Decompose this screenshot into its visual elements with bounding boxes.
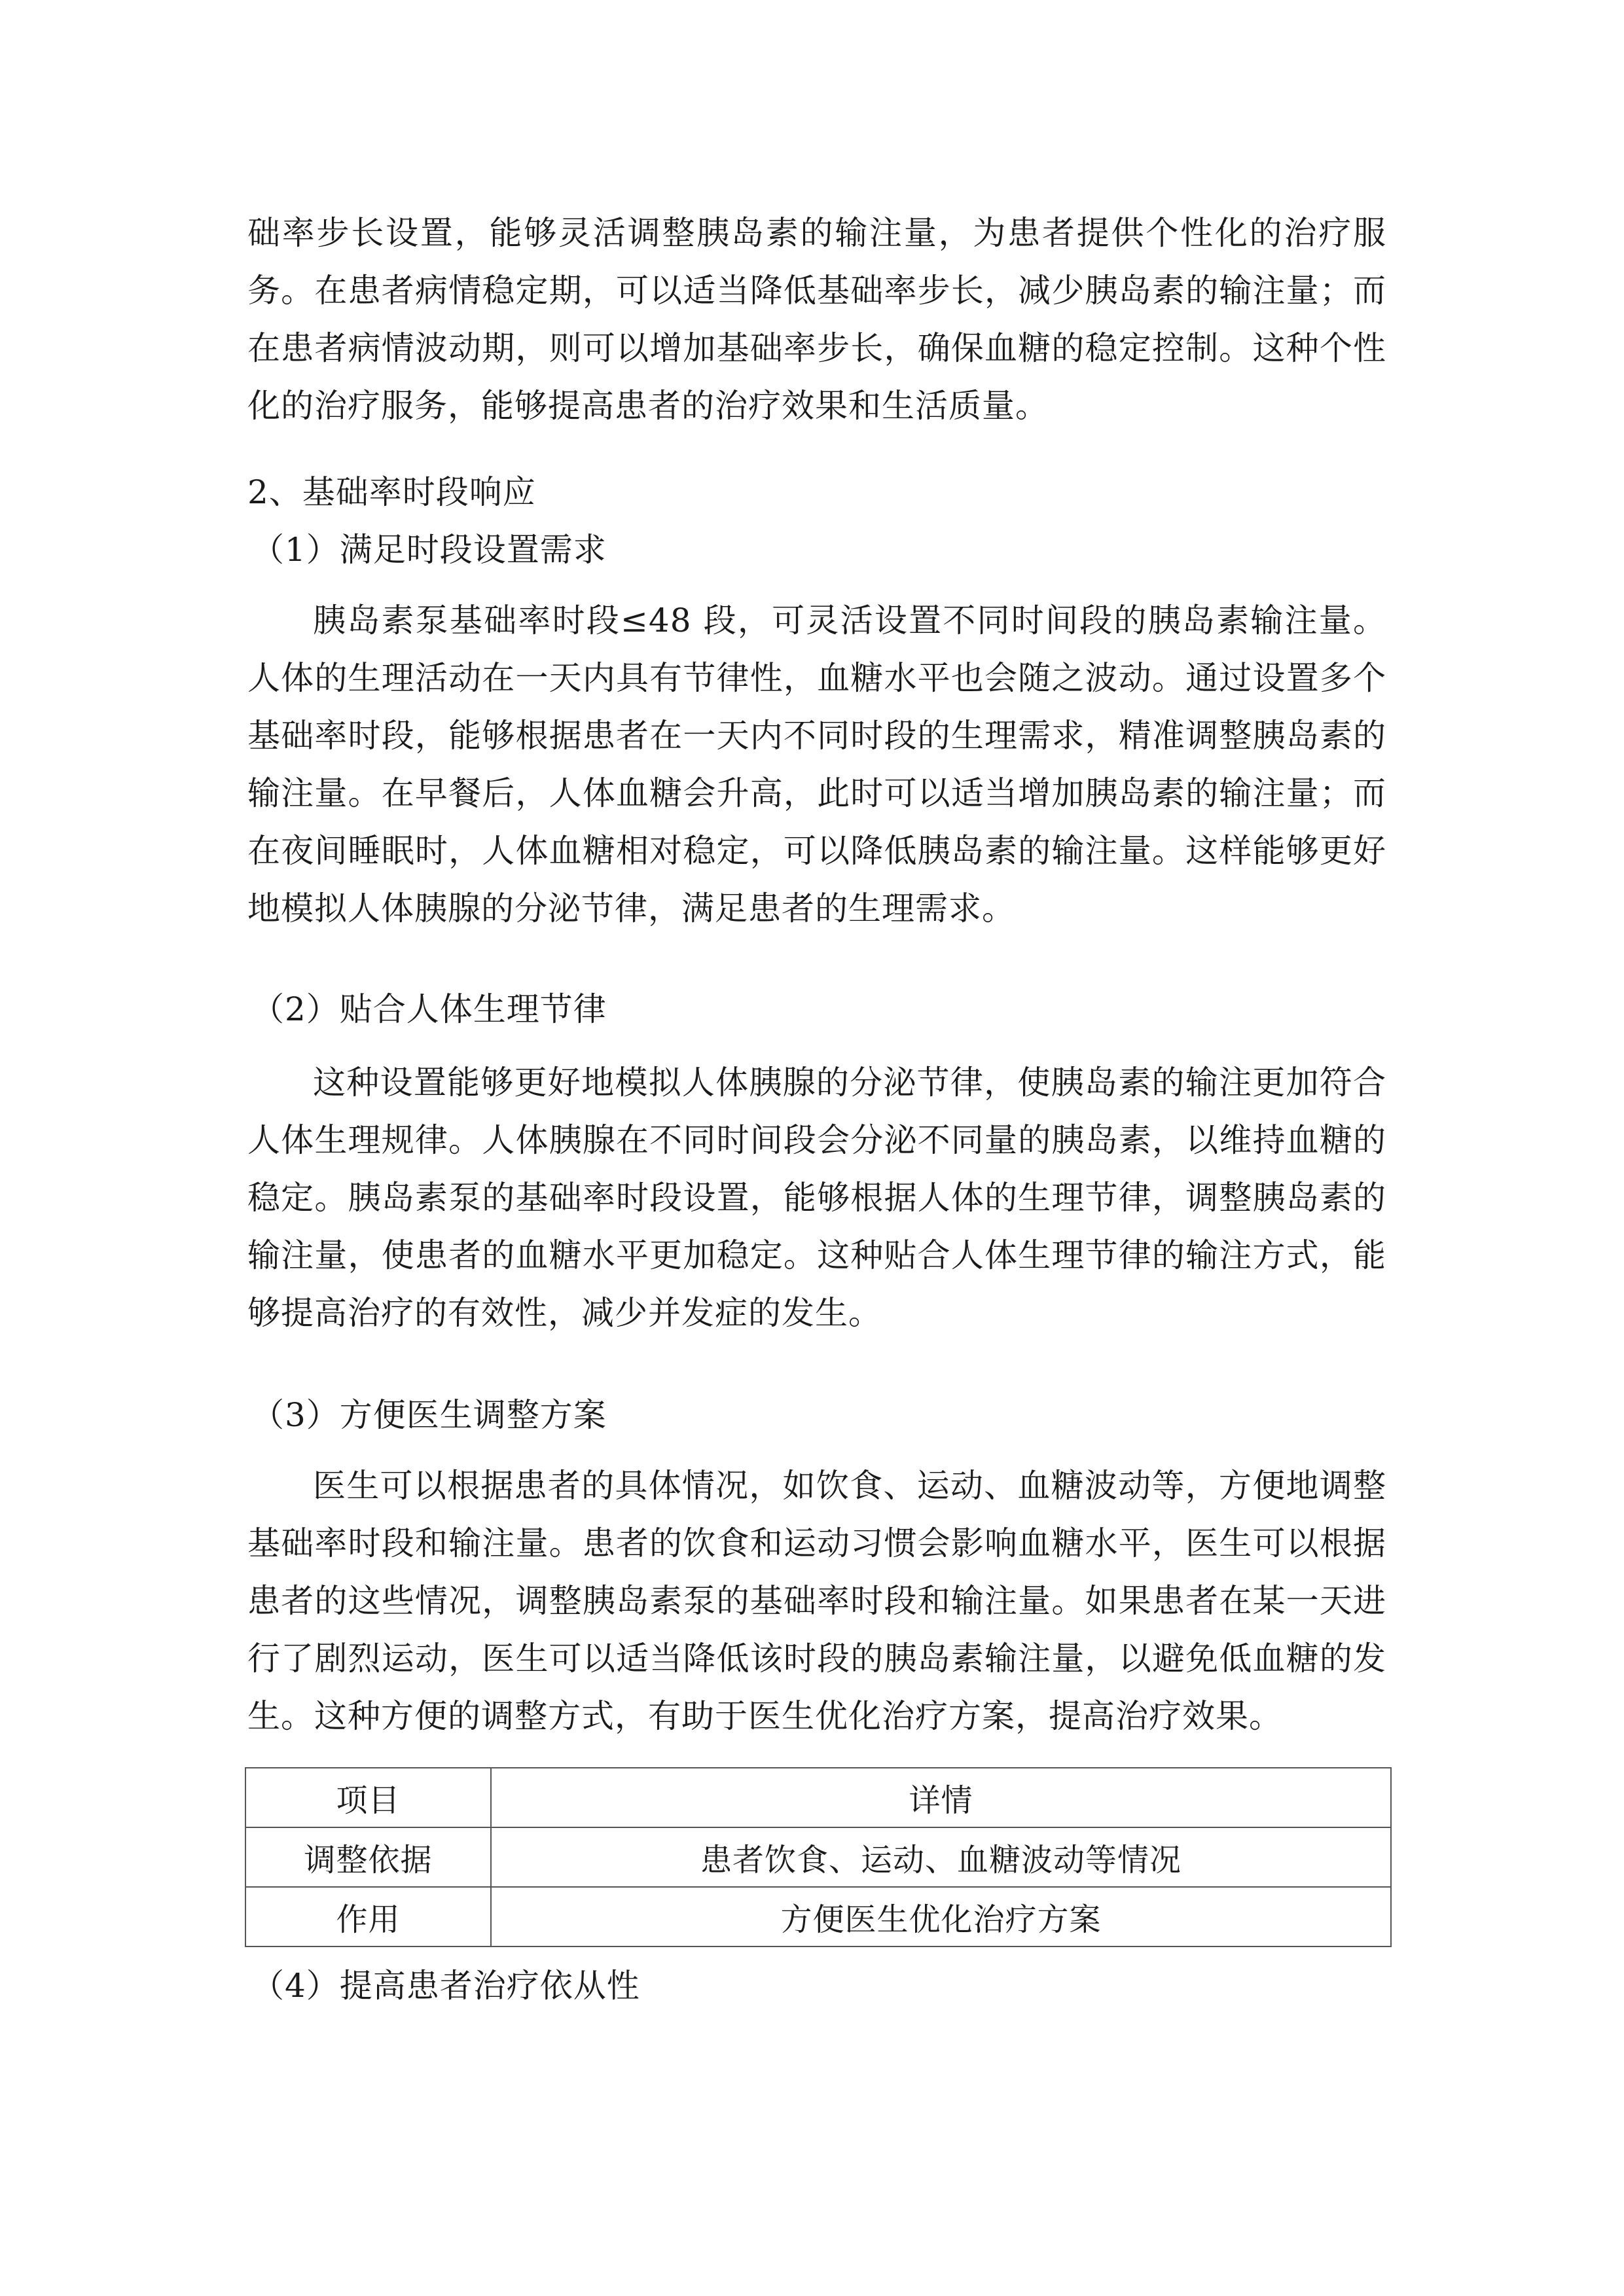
table-row	[245, 1827, 1391, 1887]
table-header-row	[245, 1768, 1391, 1827]
table-header-cell: 详情	[491, 1768, 1391, 1827]
paragraph-period-setting: 胰岛素泵基础率时段≤48 段，可灵活设置不同时间段的胰岛素输注量。人体的生理活动在一天内具有节律性，血糖水平也会随之波动。通过设置多个基础率时段，能够根据患者在一天内不同时段的生理需求，精准调整胰岛素的输注量。在早餐后，人体血糖会升高，此时可以适当增加胰岛素的输注量；而在夜间睡眠时，人体血糖相对稳定，可以降低胰岛素的输注量。这样能够更好地模拟人体胰腺的分泌节律，满足患者的生理需求。	[247, 601, 1386, 927]
paragraph-doctor-adjustment: 医生可以根据患者的具体情况，如饮食、运动、血糖波动等，方便地调整基础率时段和输注量。患者的饮食和运动习惯会影响血糖水平，医生可以根据患者的这些情况，调整胰岛素泵的基础率时段和输注量。如果患者在某一天进行了剧烈运动，医生可以适当降低该时段的胰岛素输注量，以避免低血糖的发生。这种方便的调整方式，有助于医生优化治疗方案，提高治疗效果。	[247, 1467, 1386, 1735]
subheading-patient-compliance: （4）提高患者治疗依从性	[251, 1967, 640, 2005]
subheading-period-setting: （1）满足时段设置需求	[251, 531, 607, 569]
table-cell: 方便医生优化治疗方案	[491, 1887, 1391, 1946]
table-cell: 患者饮食、运动、血糖波动等情况	[491, 1827, 1391, 1887]
paragraph-step-setting: 础率步长设置，能够灵活调整胰岛素的输注量，为患者提供个性化的治疗服务。在患者病情稳定期，可以适当降低基础率步长，减少胰岛素的输注量；而在患者病情波动期，则可以增加基础率步长，确保血糖的稳定控制。这种个性化的治疗服务，能够提高患者的治疗效果和生活质量。	[247, 214, 1386, 425]
section-heading-basal-period: 2、基础率时段响应	[247, 473, 536, 511]
subheading-doctor-adjustment: （3）方便医生调整方案	[251, 1396, 607, 1434]
table-cell: 作用	[245, 1887, 491, 1946]
paragraph-physiological-rhythm: 这种设置能够更好地模拟人体胰腺的分泌节律，使胰岛素的输注更加符合人体生理规律。人体胰腺在不同时间段会分泌不同量的胰岛素，以维持血糖的稳定。胰岛素泵的基础率时段设置，能够根据人体的生理节律，调整胰岛素的输注量，使患者的血糖水平更加稳定。这种贴合人体生理节律的输注方式，能够提高治疗的有效性，减少并发症的发生。	[247, 1064, 1386, 1332]
subheading-physiological-rhythm: （2）贴合人体生理节律	[251, 990, 607, 1028]
table-header-cell: 项目	[245, 1768, 491, 1827]
adjustment-table	[245, 1767, 1392, 1947]
table-cell: 调整依据	[245, 1827, 491, 1887]
table-row	[245, 1887, 1391, 1946]
